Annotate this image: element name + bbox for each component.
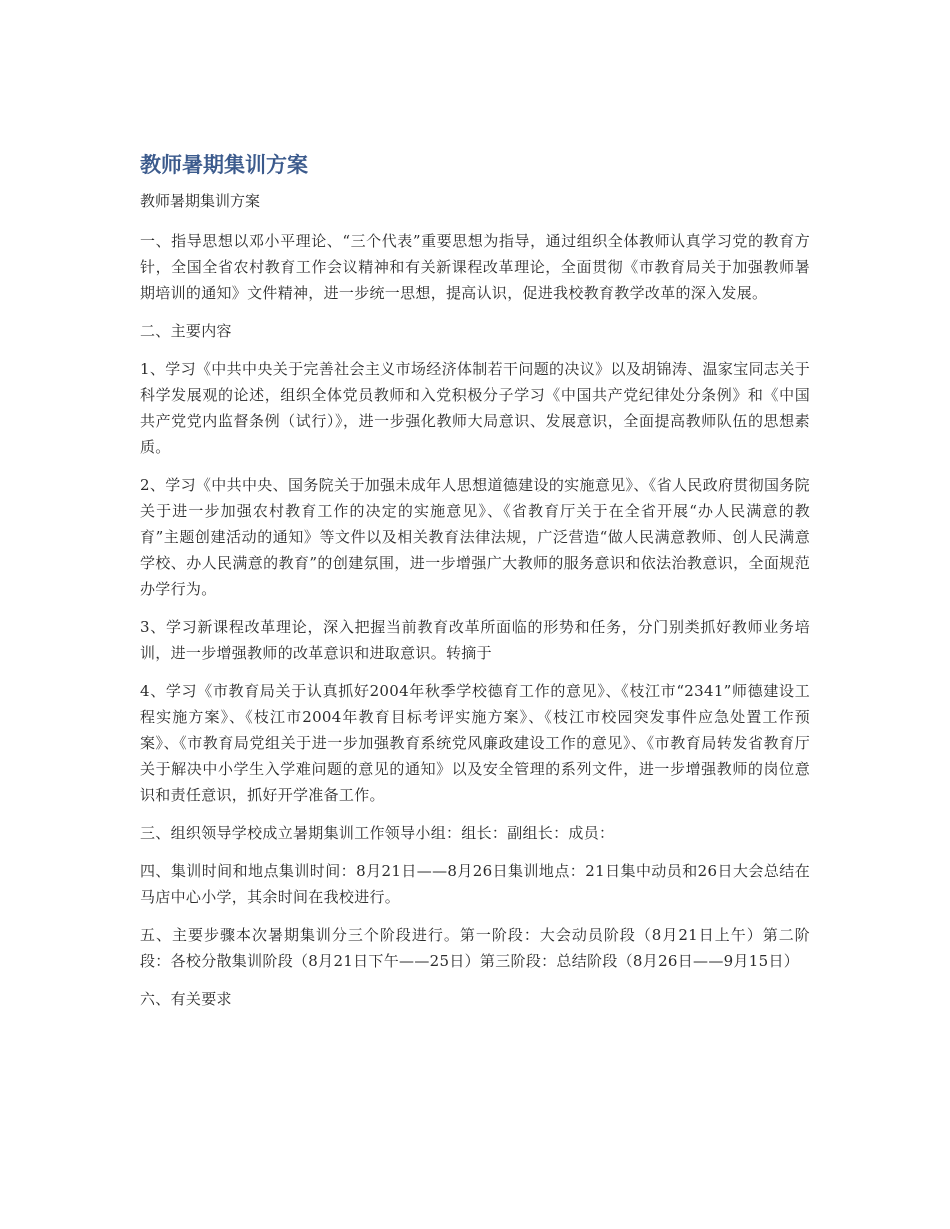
document-title: 教师暑期集训方案	[140, 153, 308, 177]
paragraph-organization: 三、组织领导学校成立暑期集训工作领导小组：组长：副组长：成员：	[140, 824, 615, 842]
paragraph-main-content-heading: 二、主要内容	[140, 322, 232, 340]
paragraph-time-location: 四、集训时间和地点集训时间：8月21日——8月26日集训地点：21日集中动员和26日大会总结在马店中心小学，其余时间在我校进行。	[140, 862, 810, 906]
document-page	[140, 148, 810, 1024]
paragraph-content-item-4: 4、学习《市教育局关于认真抓好2004年秋季学校德育工作的意见》、《枝江市“2341”师德建设工程实施方案》、《枝江市2004年教育目标考评实施方案》、《枝江市校园突发事件应急处置工作预案》、《市教育局党组关于进一步加强教育系统党风廉政建设工作的意见》、《市教育局转发省教育厅关于解决中小学生入学难问题的意见的通知》以及安全管理的系列文件，进一步增强教师的岗位意识和责任意识，抓好开学准备工作。	[140, 682, 810, 804]
paragraph-content-item-3: 3、学习新课程改革理论，深入把握当前教育改革所面临的形势和任务，分门别类抓好教师业务培训，进一步增强教师的改革意识和进取意识。转摘于	[140, 618, 810, 662]
paragraph-requirements-heading: 六、有关要求	[140, 990, 232, 1008]
paragraph-content-item-1: 1、学习《中共中央关于完善社会主义市场经济体制若干问题的决议》以及胡锦涛、温家宝同志关于科学发展观的论述，组织全体党员教师和入党积极分子学习《中国共产党纪律处分条例》和《中国共产党党内监督条例（试行）》，进一步强化教师大局意识、发展意识，全面提高教师队伍的思想素质。	[140, 360, 810, 456]
paragraph-main-steps: 五、主要步骤本次暑期集训分三个阶段进行。第一阶段：大会动员阶段（8月21日上午）第二阶段：各校分散集训阶段（8月21日下午——25日）第三阶段：总结阶段（8月26日——9月15日）	[140, 926, 810, 970]
paragraph-guiding-thought: 一、指导思想以邓小平理论、“三个代表”重要思想为指导，通过组织全体教师认真学习党的教育方针，全国全省农村教育工作会议精神和有关新课程改革理论，全面贯彻《市教育局关于加强教师暑期培训的通知》文件精神，进一步统一思想，提高认识，促进我校教育教学改革的深入发展。	[140, 232, 810, 302]
paragraph-content-item-2: 2、学习《中共中央、国务院关于加强未成年人思想道德建设的实施意见》、《省人民政府贯彻国务院关于进一步加强农村教育工作的决定的实施意见》、《省教育厅关于在全省开展“办人民满意的教育”主题创建活动的通知》等文件以及相关教育法律法规，广泛营造“做人民满意教师、创人民满意学校、办人民满意的教育”的创建氛围，进一步增强广大教师的服务意识和依法治教意识，全面规范办学行为。	[140, 476, 810, 598]
document-subtitle: 教师暑期集训方案	[140, 192, 261, 210]
